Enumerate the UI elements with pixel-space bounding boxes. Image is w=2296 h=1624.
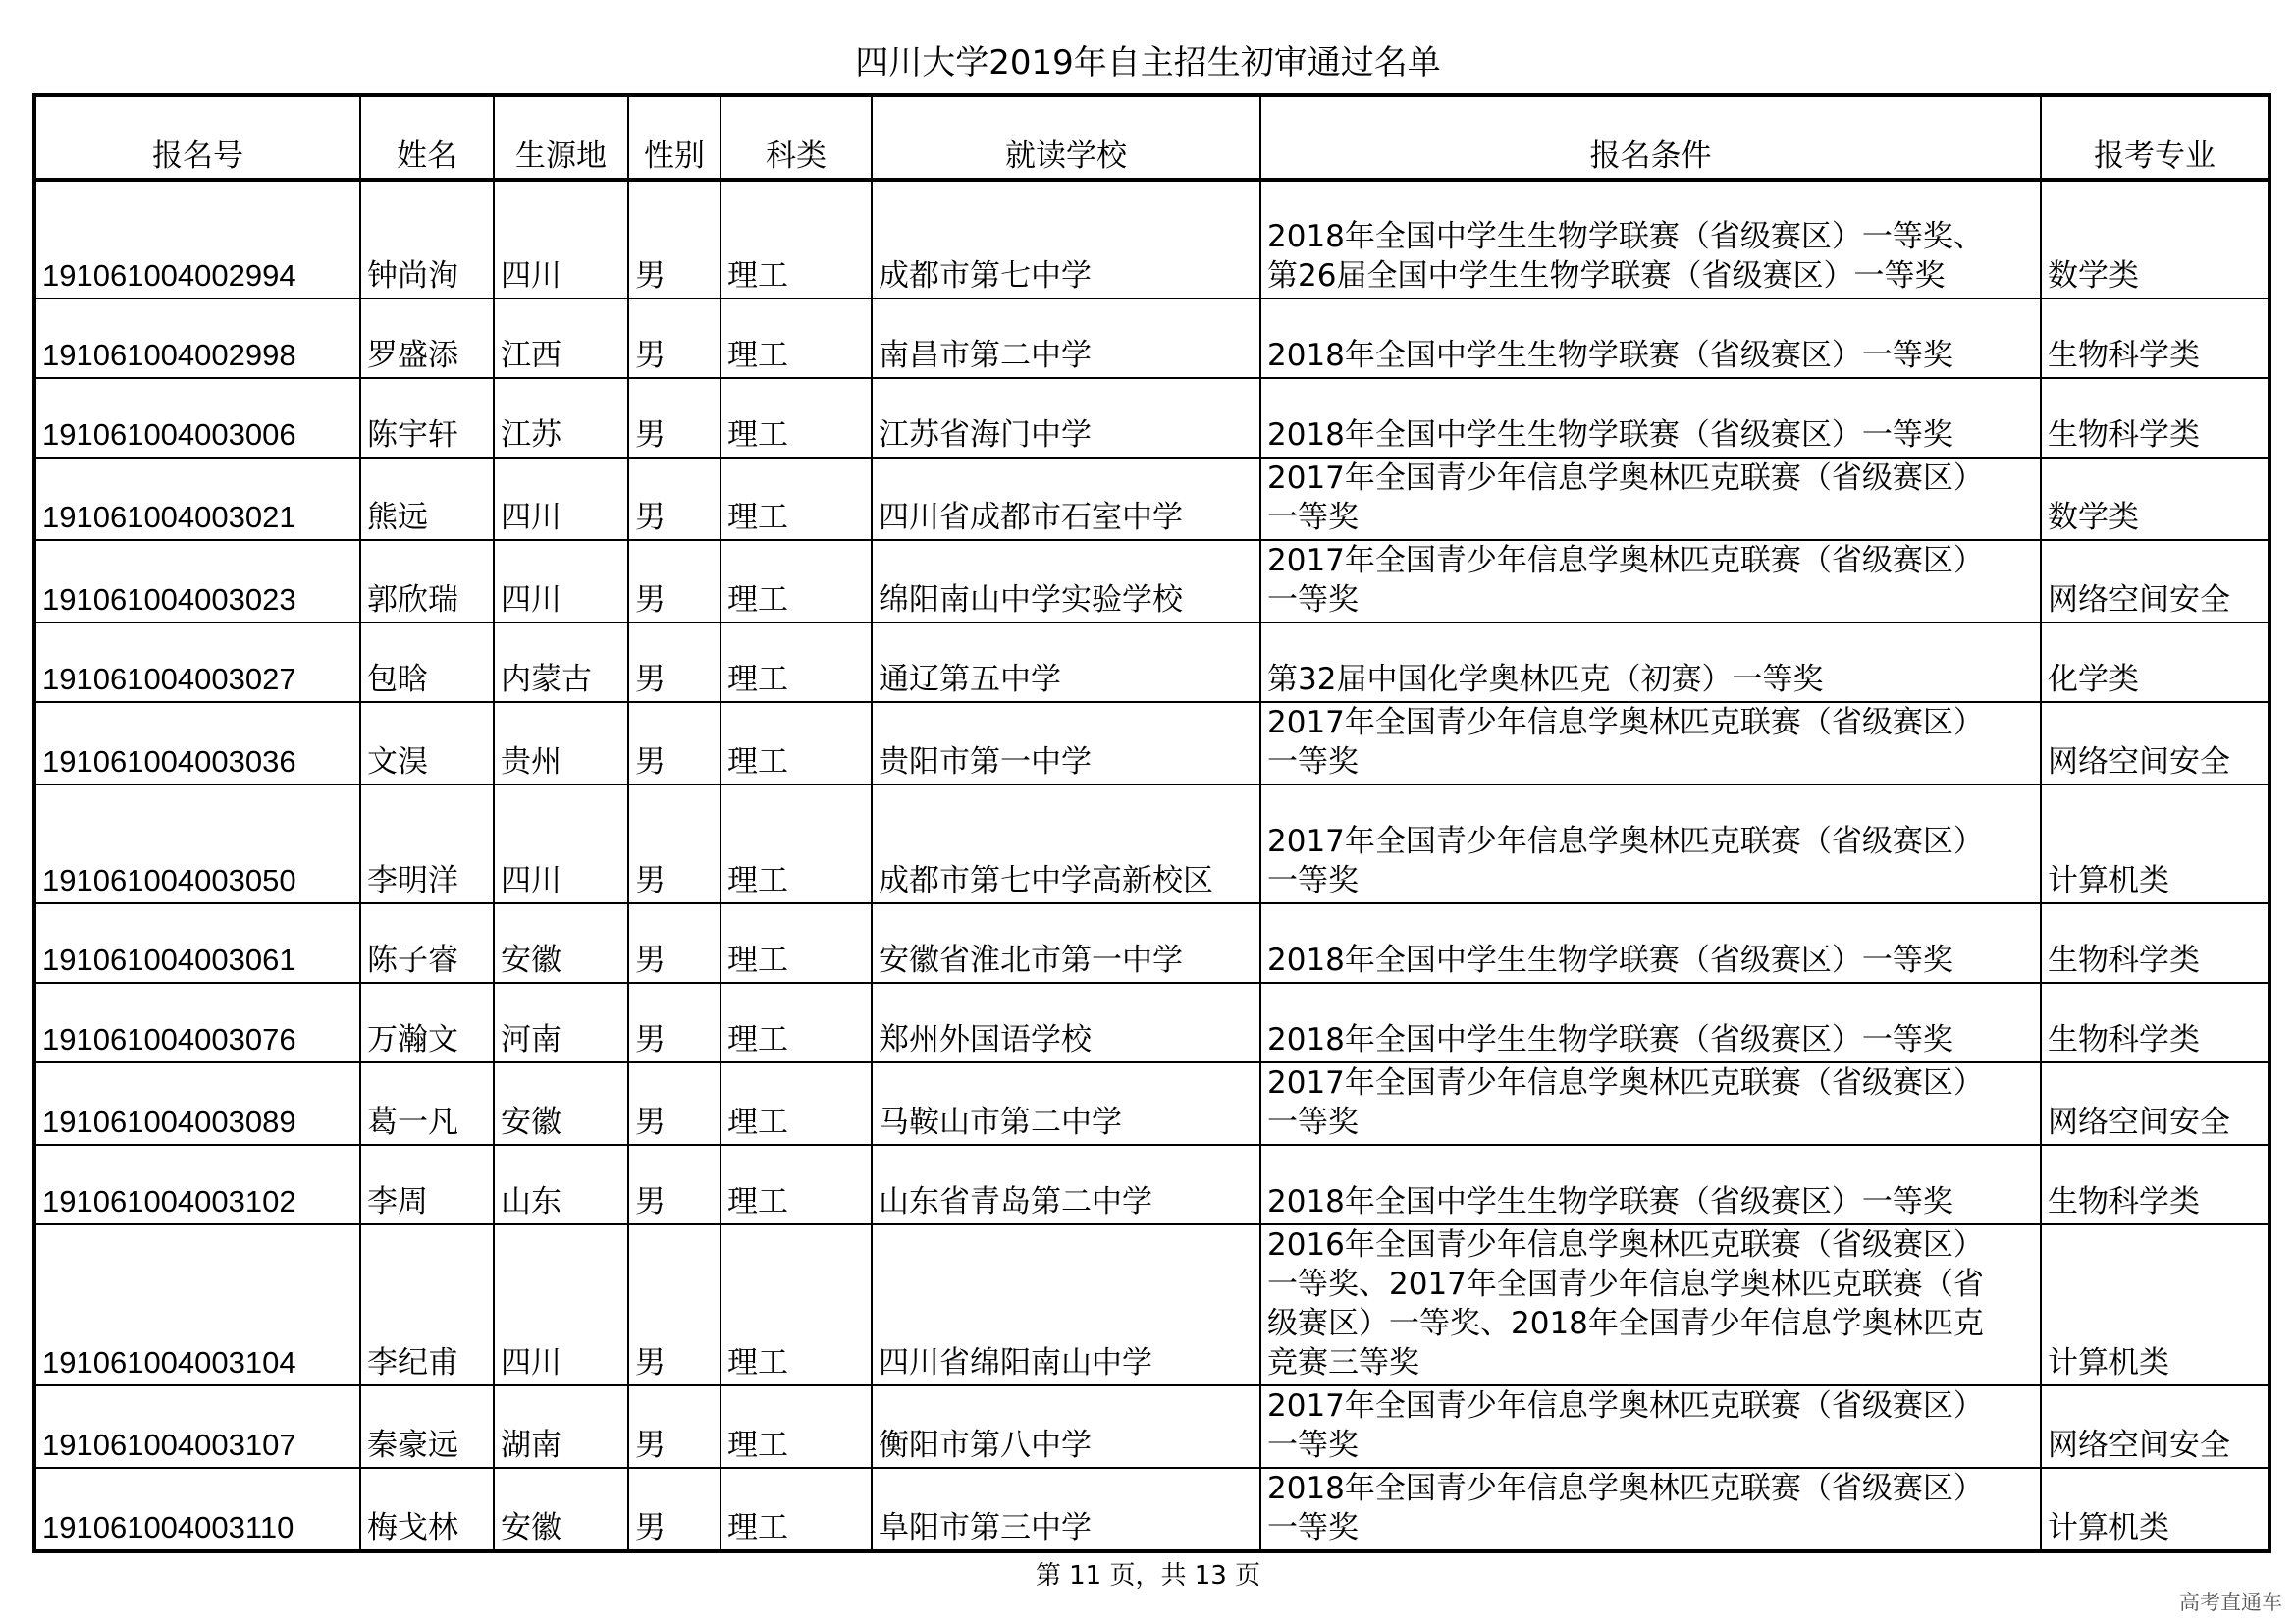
table-row [34,623,2269,702]
cell-major: 计算机类 [2041,1224,2269,1385]
column-header-id: 报名号 [34,95,360,180]
cell-origin: 江西 [494,298,628,378]
cell-registration-id: 191061004003107 [34,1385,360,1468]
cell-origin: 湖南 [494,1385,628,1468]
cell-category: 理工 [721,180,872,298]
cell-registration-id: 191061004002994 [34,180,360,298]
cell-gender: 男 [628,378,721,458]
cell-gender: 男 [628,1062,721,1145]
column-header-gender: 性别 [628,95,721,180]
cell-major: 生物科学类 [2041,903,2269,983]
cell-major: 数学类 [2041,458,2269,540]
cell-origin: 内蒙古 [494,623,628,702]
cell-registration-id: 191061004003110 [34,1468,360,1551]
cell-school: 山东省青岛第二中学 [872,1145,1260,1224]
table-header-row [34,95,2269,180]
column-header-origin: 生源地 [494,95,628,180]
cell-origin: 河南 [494,983,628,1062]
cell-name: 陈宇轩 [360,378,494,458]
cell-condition: 2017年全国青少年信息学奥林匹克联赛（省级赛区） 一等奖 [1260,785,2041,903]
table-row [34,298,2269,378]
cell-name: 梅戈林 [360,1468,494,1551]
cell-school: 衡阳市第八中学 [872,1385,1260,1468]
table-row [34,458,2269,540]
cell-school: 成都市第七中学高新校区 [872,785,1260,903]
cell-category: 理工 [721,785,872,903]
cell-registration-id: 191061004002998 [34,298,360,378]
cell-school: 郑州外国语学校 [872,983,1260,1062]
cell-origin: 四川 [494,458,628,540]
cell-condition: 2018年全国中学生生物学联赛（省级赛区）一等奖、 第26届全国中学生生物学联赛（省级赛区）一等奖 [1260,180,2041,298]
cell-category: 理工 [721,623,872,702]
cell-condition: 第32届中国化学奥林匹克（初赛）一等奖 [1260,623,2041,702]
cell-origin: 四川 [494,180,628,298]
table-row [34,1145,2269,1224]
cell-origin: 四川 [494,540,628,623]
cell-school: 成都市第七中学 [872,180,1260,298]
cell-major: 生物科学类 [2041,298,2269,378]
cell-condition: 2017年全国青少年信息学奥林匹克联赛（省级赛区） 一等奖 [1260,1385,2041,1468]
cell-gender: 男 [628,903,721,983]
cell-name: 葛一凡 [360,1062,494,1145]
cell-gender: 男 [628,298,721,378]
cell-major: 网络空间安全 [2041,1062,2269,1145]
cell-condition: 2017年全国青少年信息学奥林匹克联赛（省级赛区） 一等奖 [1260,702,2041,785]
table-row [34,1224,2269,1385]
column-header-major: 报考专业 [2041,95,2269,180]
cell-gender: 男 [628,540,721,623]
cell-gender: 男 [628,180,721,298]
cell-condition: 2017年全国青少年信息学奥林匹克联赛（省级赛区） 一等奖 [1260,540,2041,623]
cell-origin: 贵州 [494,702,628,785]
cell-condition: 2018年全国中学生生物学联赛（省级赛区）一等奖 [1260,378,2041,458]
cell-condition: 2018年全国中学生生物学联赛（省级赛区）一等奖 [1260,983,2041,1062]
cell-school: 四川省绵阳南山中学 [872,1224,1260,1385]
column-header-name: 姓名 [360,95,494,180]
cell-major: 网络空间安全 [2041,540,2269,623]
table-row [34,785,2269,903]
cell-condition: 2017年全国青少年信息学奥林匹克联赛（省级赛区） 一等奖 [1260,1062,2041,1145]
cell-major: 网络空间安全 [2041,1385,2269,1468]
cell-registration-id: 191061004003102 [34,1145,360,1224]
cell-category: 理工 [721,298,872,378]
cell-name: 李周 [360,1145,494,1224]
document-title: 四川大学2019年自主招生初审通过名单 [855,43,1441,82]
cell-gender: 男 [628,623,721,702]
cell-major: 计算机类 [2041,1468,2269,1551]
cell-registration-id: 191061004003023 [34,540,360,623]
cell-name: 李明洋 [360,785,494,903]
table-body [34,180,2269,1551]
cell-category: 理工 [721,702,872,785]
cell-school: 贵阳市第一中学 [872,702,1260,785]
cell-major: 生物科学类 [2041,983,2269,1062]
cell-registration-id: 191061004003089 [34,1062,360,1145]
cell-major: 化学类 [2041,623,2269,702]
cell-gender: 男 [628,1224,721,1385]
cell-origin: 山东 [494,1145,628,1224]
cell-gender: 男 [628,983,721,1062]
cell-condition: 2018年全国青少年信息学奥林匹克联赛（省级赛区） 一等奖 [1260,1468,2041,1551]
cell-name: 熊远 [360,458,494,540]
cell-major: 生物科学类 [2041,378,2269,458]
admission-table [32,93,2271,1553]
cell-category: 理工 [721,1062,872,1145]
watermark-text: 高考直通车 [2179,1591,2282,1614]
cell-school: 四川省成都市石室中学 [872,458,1260,540]
cell-registration-id: 191061004003006 [34,378,360,458]
cell-registration-id: 191061004003050 [34,785,360,903]
cell-major: 计算机类 [2041,785,2269,903]
cell-name: 钟尚洵 [360,180,494,298]
cell-school: 阜阳市第三中学 [872,1468,1260,1551]
cell-registration-id: 191061004003061 [34,903,360,983]
cell-gender: 男 [628,1385,721,1468]
cell-school: 江苏省海门中学 [872,378,1260,458]
cell-name: 李纪甫 [360,1224,494,1385]
cell-category: 理工 [721,1385,872,1468]
cell-major: 网络空间安全 [2041,702,2269,785]
table-row [34,1468,2269,1551]
cell-condition: 2018年全国中学生生物学联赛（省级赛区）一等奖 [1260,1145,2041,1224]
column-header-condition: 报名条件 [1260,95,2041,180]
cell-major: 数学类 [2041,180,2269,298]
cell-name: 包晗 [360,623,494,702]
cell-origin: 安徽 [494,1468,628,1551]
cell-school: 安徽省淮北市第一中学 [872,903,1260,983]
table-row [34,540,2269,623]
cell-category: 理工 [721,1468,872,1551]
cell-registration-id: 191061004003027 [34,623,360,702]
cell-gender: 男 [628,1468,721,1551]
cell-origin: 四川 [494,785,628,903]
cell-category: 理工 [721,378,872,458]
table-row [34,378,2269,458]
table-row [34,1062,2269,1145]
cell-school: 马鞍山市第二中学 [872,1062,1260,1145]
page-footer: 第 11 页，共 13 页 [1035,1561,1261,1591]
cell-gender: 男 [628,1145,721,1224]
cell-registration-id: 191061004003076 [34,983,360,1062]
cell-category: 理工 [721,903,872,983]
table-row [34,903,2269,983]
cell-name: 郭欣瑞 [360,540,494,623]
cell-category: 理工 [721,458,872,540]
cell-condition: 2016年全国青少年信息学奥林匹克联赛（省级赛区） 一等奖、2017年全国青少年信息学奥林匹克联赛（省 级赛区）一等奖、2018年全国青少年信息学奥林匹克 竞赛三等奖 [1260,1224,2041,1385]
cell-registration-id: 191061004003104 [34,1224,360,1385]
cell-origin: 江苏 [494,378,628,458]
cell-category: 理工 [721,1224,872,1385]
cell-school: 通辽第五中学 [872,623,1260,702]
table-row [34,983,2269,1062]
table-row [34,1385,2269,1468]
cell-registration-id: 191061004003021 [34,458,360,540]
column-header-category: 科类 [721,95,872,180]
cell-category: 理工 [721,1145,872,1224]
cell-name: 秦豪远 [360,1385,494,1468]
cell-gender: 男 [628,458,721,540]
cell-condition: 2018年全国中学生生物学联赛（省级赛区）一等奖 [1260,903,2041,983]
cell-category: 理工 [721,983,872,1062]
cell-major: 生物科学类 [2041,1145,2269,1224]
cell-condition: 2017年全国青少年信息学奥林匹克联赛（省级赛区） 一等奖 [1260,458,2041,540]
column-header-school: 就读学校 [872,95,1260,180]
cell-gender: 男 [628,785,721,903]
cell-gender: 男 [628,702,721,785]
cell-origin: 安徽 [494,1062,628,1145]
table-row [34,180,2269,298]
table-row [34,702,2269,785]
cell-school: 绵阳南山中学实验学校 [872,540,1260,623]
cell-name: 罗盛添 [360,298,494,378]
cell-condition: 2018年全国中学生生物学联赛（省级赛区）一等奖 [1260,298,2041,378]
cell-registration-id: 191061004003036 [34,702,360,785]
cell-school: 南昌市第二中学 [872,298,1260,378]
cell-name: 陈子睿 [360,903,494,983]
cell-origin: 安徽 [494,903,628,983]
cell-category: 理工 [721,540,872,623]
cell-name: 万瀚文 [360,983,494,1062]
cell-origin: 四川 [494,1224,628,1385]
cell-name: 文淏 [360,702,494,785]
